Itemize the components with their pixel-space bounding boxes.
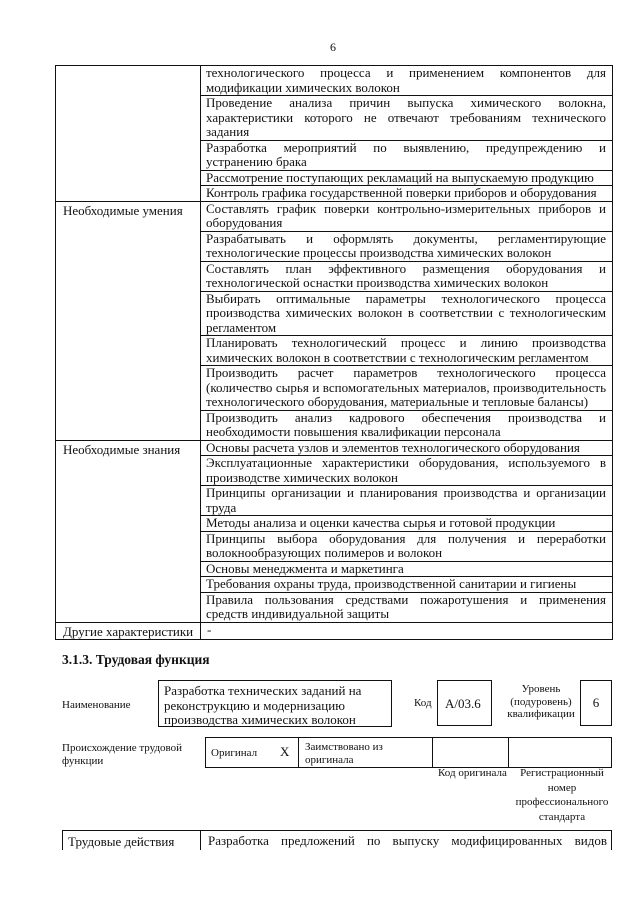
continuation-label-cell: [56, 66, 201, 202]
original-code-caption: Код оригинала: [438, 767, 507, 779]
skill-item: Составлять план эффективного размещения оборудования и технологической оснастки производства химических волокон: [201, 261, 613, 291]
knowledge-item: Основы менеджмента и маркетинга: [201, 561, 613, 577]
origin-borrowed-label: Заимствовано из оригинала: [305, 741, 383, 766]
knowledge-item: Принципы выбора оборудования для получения и переработки волокнообразующих полимеров и волокон: [201, 531, 613, 561]
level-value-box: 6: [580, 680, 612, 726]
skill-item: Разрабатывать и оформлять документы, регламентирующие технологические процессы производства химических волокон: [201, 231, 613, 261]
reg-number-caption: Регистрационный номер профессионального стандарта: [515, 767, 609, 823]
skill-item: Производить анализ кадрового обеспечения производства и необходимости повышения квалификации персонала: [201, 410, 613, 440]
knowledge-item: Принципы организации и планирования производства и организации труда: [201, 486, 613, 516]
continuation-item: Проведение анализа причин выпуска химического волокна, характеристики которого не отвечают требованиям технического задания: [201, 96, 613, 141]
table-row: [56, 201, 613, 231]
table-row: [56, 622, 613, 640]
knowledge-item: Основы расчета узлов и элементов технологического оборудования: [201, 440, 613, 456]
continuation-item: Рассмотрение поступающих рекламаций на выпускаемую продукцию: [201, 170, 613, 186]
labor-actions-label: Трудовые действия: [63, 831, 201, 850]
origin-original-label: Оригинал: [211, 747, 258, 759]
level-label: Уровень (подуровень) квалификации: [507, 683, 575, 720]
origin-original-cell: [206, 738, 298, 767]
table-row: [56, 66, 613, 96]
skill-item: Составлять график поверки контрольно-измерительных приборов и оборудования: [201, 201, 613, 231]
table-row: [56, 440, 613, 456]
labor-actions-table: [62, 830, 612, 850]
continuation-item: технологического процесса и применением компонентов для модификации химических волокон: [201, 66, 613, 96]
reg-number-cell: [508, 738, 611, 767]
origin-borrowed-cell: [298, 738, 432, 767]
origin-table: [205, 737, 612, 768]
labor-actions-first-item: Разработка предложений по выпуску модифицированных видов: [208, 833, 607, 848]
section-heading: 3.1.3. Трудовая функция: [62, 652, 210, 667]
requirements-table: [55, 65, 613, 640]
continuation-item: Разработка мероприятий по выявлению, предупреждению и устранению брака: [201, 140, 613, 170]
name-label: Наименование: [62, 699, 131, 711]
skill-item: Производить расчет параметров технологического процесса (количество сырья и вспомогательных материалов, производительность технологического оборудования, материальные и тепловые балансы): [201, 366, 613, 411]
page-number: 6: [330, 40, 336, 54]
knowledge-item: Правила пользования средствами пожаротушения и применения средств индивидуальной защиты: [201, 592, 613, 622]
origin-mark: X: [280, 744, 290, 759]
other-characteristics-label: Другие характеристики: [56, 622, 201, 640]
name-value-box: Разработка технических заданий на реконструкцию и модернизацию производства химических волокон: [158, 680, 392, 727]
original-code-cell: [432, 738, 508, 767]
skill-item: Выбирать оптимальные параметры технологического процесса производства химических волокон в соответствии с технологическим регламентом: [201, 291, 613, 336]
knowledge-label: Необходимые знания: [56, 440, 201, 622]
skills-label: Необходимые умения: [56, 201, 201, 440]
knowledge-item: Требования охраны труда, производственной санитарии и гигиены: [201, 577, 613, 593]
knowledge-item: Эксплуатационные характеристики оборудования, используемого в производстве химических волокон: [201, 456, 613, 486]
skill-item: Планировать технологический процесс и линию производства химических волокон в соответствии с технологическим регламентом: [201, 336, 613, 366]
code-label: Код: [414, 697, 432, 709]
knowledge-item: Методы анализа и оценки качества сырья и готовой продукции: [201, 516, 613, 532]
other-characteristics-value: -: [201, 622, 613, 640]
code-value-box: А/03.6: [437, 680, 492, 726]
continuation-item: Контроль графика государственной поверки приборов и оборудования: [201, 186, 613, 202]
origin-label: Происхождение трудовой функции: [62, 742, 183, 767]
